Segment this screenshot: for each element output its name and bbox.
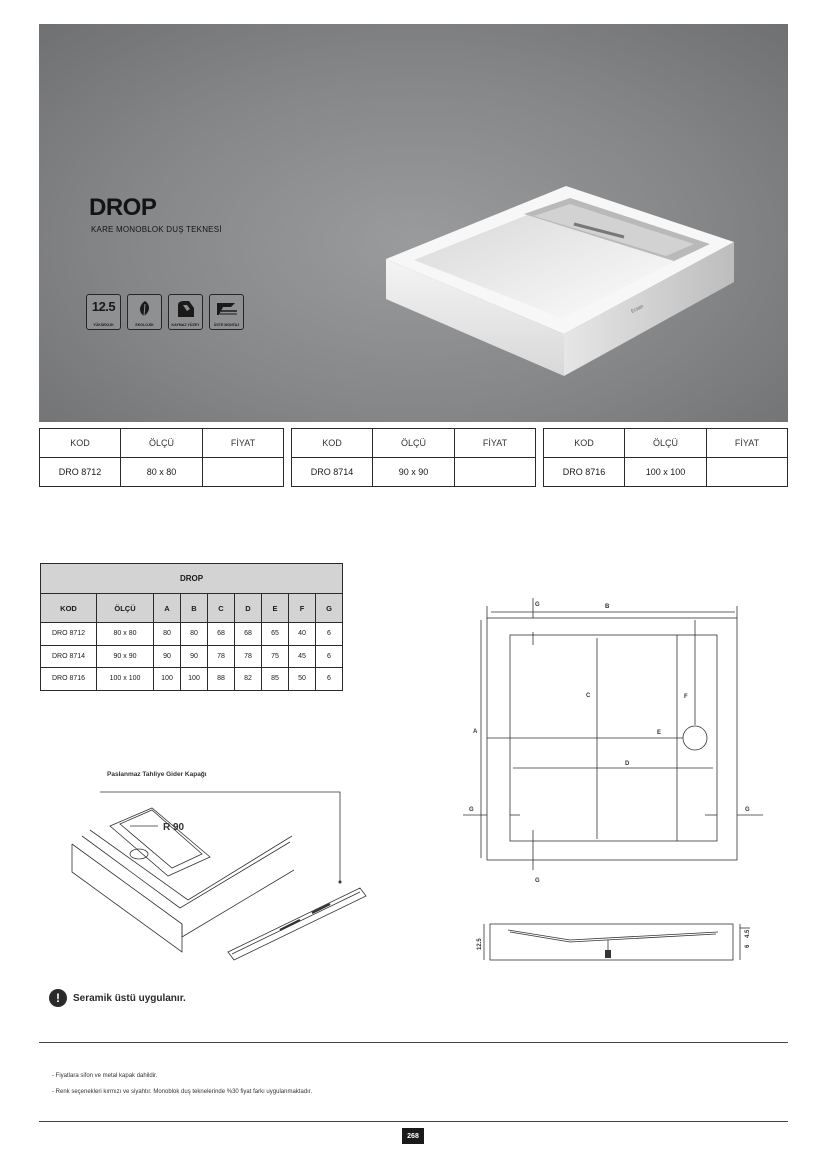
col-header: F — [289, 594, 316, 623]
side-label: 6 — [745, 944, 751, 948]
price-table-8716 — [543, 428, 788, 487]
non-slip-icon: KAYMAZ YÜZEY — [168, 294, 203, 330]
col-header-fiyat: FİYAT — [455, 429, 536, 458]
drain-detail-drawing — [60, 782, 380, 972]
svg-text:Ersan: Ersan — [630, 303, 645, 315]
dim-d-label: D — [625, 761, 630, 767]
col-header-olcu: ÖLÇÜ — [373, 429, 455, 458]
col-header-olcu: ÖLÇÜ — [121, 429, 203, 458]
table-cell: 100 x 100 — [625, 458, 707, 487]
table-row: DRO 8714 90 x 90 90 90 78 78 75 45 6 — [41, 645, 343, 668]
col-header: D — [235, 594, 262, 623]
price-cell — [455, 458, 536, 487]
table-row: DRO 8712 80 x 80 80 80 68 68 65 40 6 — [41, 623, 343, 646]
col-header: A — [154, 594, 181, 623]
col-header: ÖLÇÜ — [97, 594, 154, 623]
eco-leaf-icon: EKOLOJİK — [127, 294, 162, 330]
height-label: 12.5 — [477, 938, 483, 950]
col-header-kod: KOD — [40, 429, 121, 458]
plan-drawing — [455, 590, 785, 890]
radius-label: R 90 — [163, 822, 185, 833]
product-subtitle: KARE MONOBLOK DUŞ TEKNESİ — [91, 225, 222, 234]
table-cell: DRO 8716 — [544, 458, 625, 487]
dim-f-label: F — [684, 694, 688, 700]
col-header-fiyat: FİYAT — [203, 429, 284, 458]
price-table-8712 — [39, 428, 284, 487]
footnote: - Renk seçenekleri kırmızı ve siyahtır. Monoblok duş teknelerinde %30 fiyat farkı uygulanmaktadır. — [52, 1089, 313, 1095]
col-header-fiyat: FİYAT — [707, 429, 788, 458]
feature-badges — [86, 294, 244, 330]
ceramic-surface-icon: ÜSTE MONTAJ — [209, 294, 244, 330]
divider — [39, 1121, 788, 1122]
footnote: - Fiyatlara sifon ve metal kapak dahildir. — [52, 1073, 158, 1079]
table-cell: 90 x 90 — [373, 458, 455, 487]
table-cell: 80 x 80 — [121, 458, 203, 487]
dimension-table — [40, 563, 343, 691]
shower-tray-image — [374, 164, 754, 384]
divider — [39, 1042, 788, 1043]
thickness-12-5-icon: 12.5 YÜKSEKLİK — [86, 294, 121, 330]
hero-banner — [39, 24, 788, 422]
table-title: DROP — [41, 564, 343, 594]
col-header-olcu: ÖLÇÜ — [625, 429, 707, 458]
col-header: E — [262, 594, 289, 623]
col-header: C — [208, 594, 235, 623]
price-table-8714 — [291, 428, 536, 487]
col-header: KOD — [41, 594, 97, 623]
price-cell — [707, 458, 788, 487]
dim-e-label: E — [657, 730, 662, 736]
top-thickness-label: 4.5 — [745, 929, 751, 938]
dim-b-label: B — [605, 604, 610, 610]
drain-caption: Paslanmaz Tahliye Gider Kapağı — [107, 771, 207, 778]
product-title: DROP — [89, 194, 157, 221]
col-header-kod: KOD — [292, 429, 373, 458]
col-header-kod: KOD — [544, 429, 625, 458]
dim-c-label: C — [586, 693, 591, 699]
table-cell: DRO 8712 — [40, 458, 121, 487]
col-header: B — [181, 594, 208, 623]
dim-g-label: G — [535, 602, 540, 608]
section-drawing — [470, 912, 760, 970]
dim-g-label: G — [469, 807, 474, 813]
ceramic-note — [49, 989, 186, 1007]
table-row: DRO 8716 100 x 100 100 100 88 82 85 50 6 — [41, 668, 343, 691]
table-cell: DRO 8714 — [292, 458, 373, 487]
note-text: Seramik üstü uygulanır. — [73, 992, 186, 1004]
page-number: 268 — [402, 1128, 424, 1144]
dim-g-label: G — [745, 807, 750, 813]
price-cell — [203, 458, 284, 487]
dim-a-label: A — [473, 729, 478, 735]
dim-g-label: G — [535, 878, 540, 884]
exclamation-icon: ! — [49, 989, 67, 1007]
col-header: G — [316, 594, 343, 623]
